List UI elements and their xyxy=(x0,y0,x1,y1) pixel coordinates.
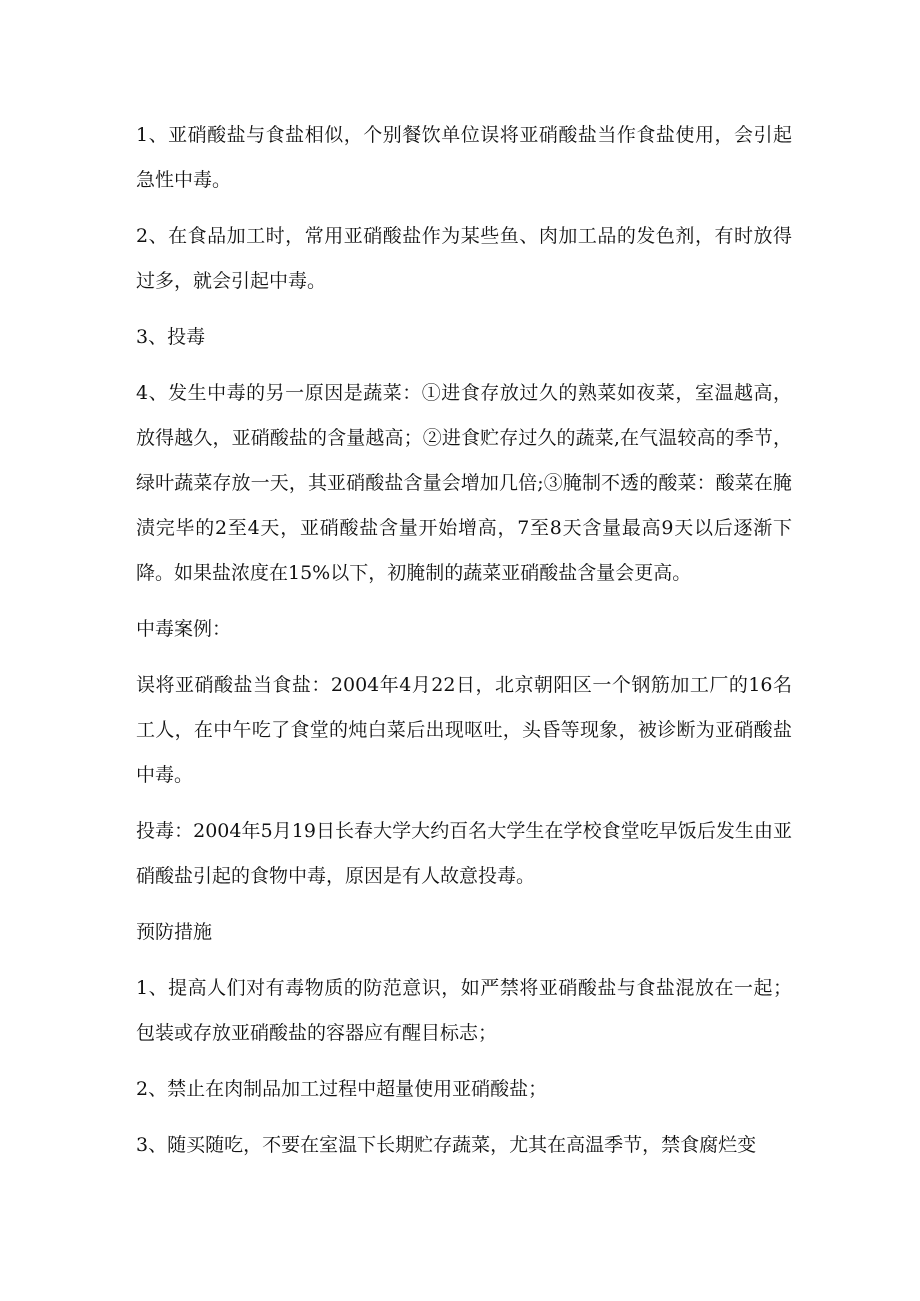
paragraph-case-1: 误将亚硝酸盐当食盐：2004年4月22日，北京朝阳区一个钢筋加工厂的16名工人，在中午吃了食堂的炖白菜后出现呕吐，头昏等现象，被诊断为亚硝酸盐中毒。 xyxy=(136,674,792,786)
paragraph-prevention-1: 1、提高人们对有毒物质的防范意识，如严禁将亚硝酸盐与食盐混放在一起；包装或存放亚硝酸盐的容器应有醒目标志； xyxy=(136,977,792,1044)
paragraph-prevention-2: 2、禁止在肉制品加工过程中超量使用亚硝酸盐； xyxy=(136,1078,548,1100)
paragraph-case-2: 投毒：2004年5月19日长春大学大约百名大学生在学校食堂吃早饭后发生由亚硝酸盐引起的食物中毒，原因是有人故意投毒。 xyxy=(136,820,792,887)
paragraph-prevention-3: 3、随买随吃，不要在室温下长期贮存蔬菜，尤其在高温季节，禁食腐烂变 xyxy=(136,1134,757,1156)
paragraph-cause-3: 3、投毒 xyxy=(136,326,206,348)
heading-prevention: 预防措施 xyxy=(136,921,213,943)
paragraph-cause-1: 1、亚硝酸盐与食盐相似，个别餐饮单位误将亚硝酸盐当作食盐使用，会引起急性中毒。 xyxy=(136,124,792,191)
paragraph-cause-4: 4、发生中毒的另一原因是蔬菜：①进食存放过久的熟菜如夜菜，室温越高，放得越久，亚硝酸盐的含量越高；②进食贮存过久的蔬菜,在气温较高的季节，绿叶蔬菜存放一天，其亚硝酸盐含量会增加几倍;③腌制不透的酸菜：酸菜在腌渍完毕的2至4天，亚硝酸盐含量开始增高，7至8天含量最高9天以后逐渐下降。如果盐浓度在15%以下，初腌制的蔬菜亚硝酸盐含量会更高。 xyxy=(136,382,792,584)
paragraph-cause-2: 2、在食品加工时，常用亚硝酸盐作为某些鱼、肉加工品的发色剂，有时放得过多，就会引起中毒。 xyxy=(136,225,792,292)
heading-cases: 中毒案例： xyxy=(136,618,232,640)
document-body xyxy=(136,113,792,1179)
